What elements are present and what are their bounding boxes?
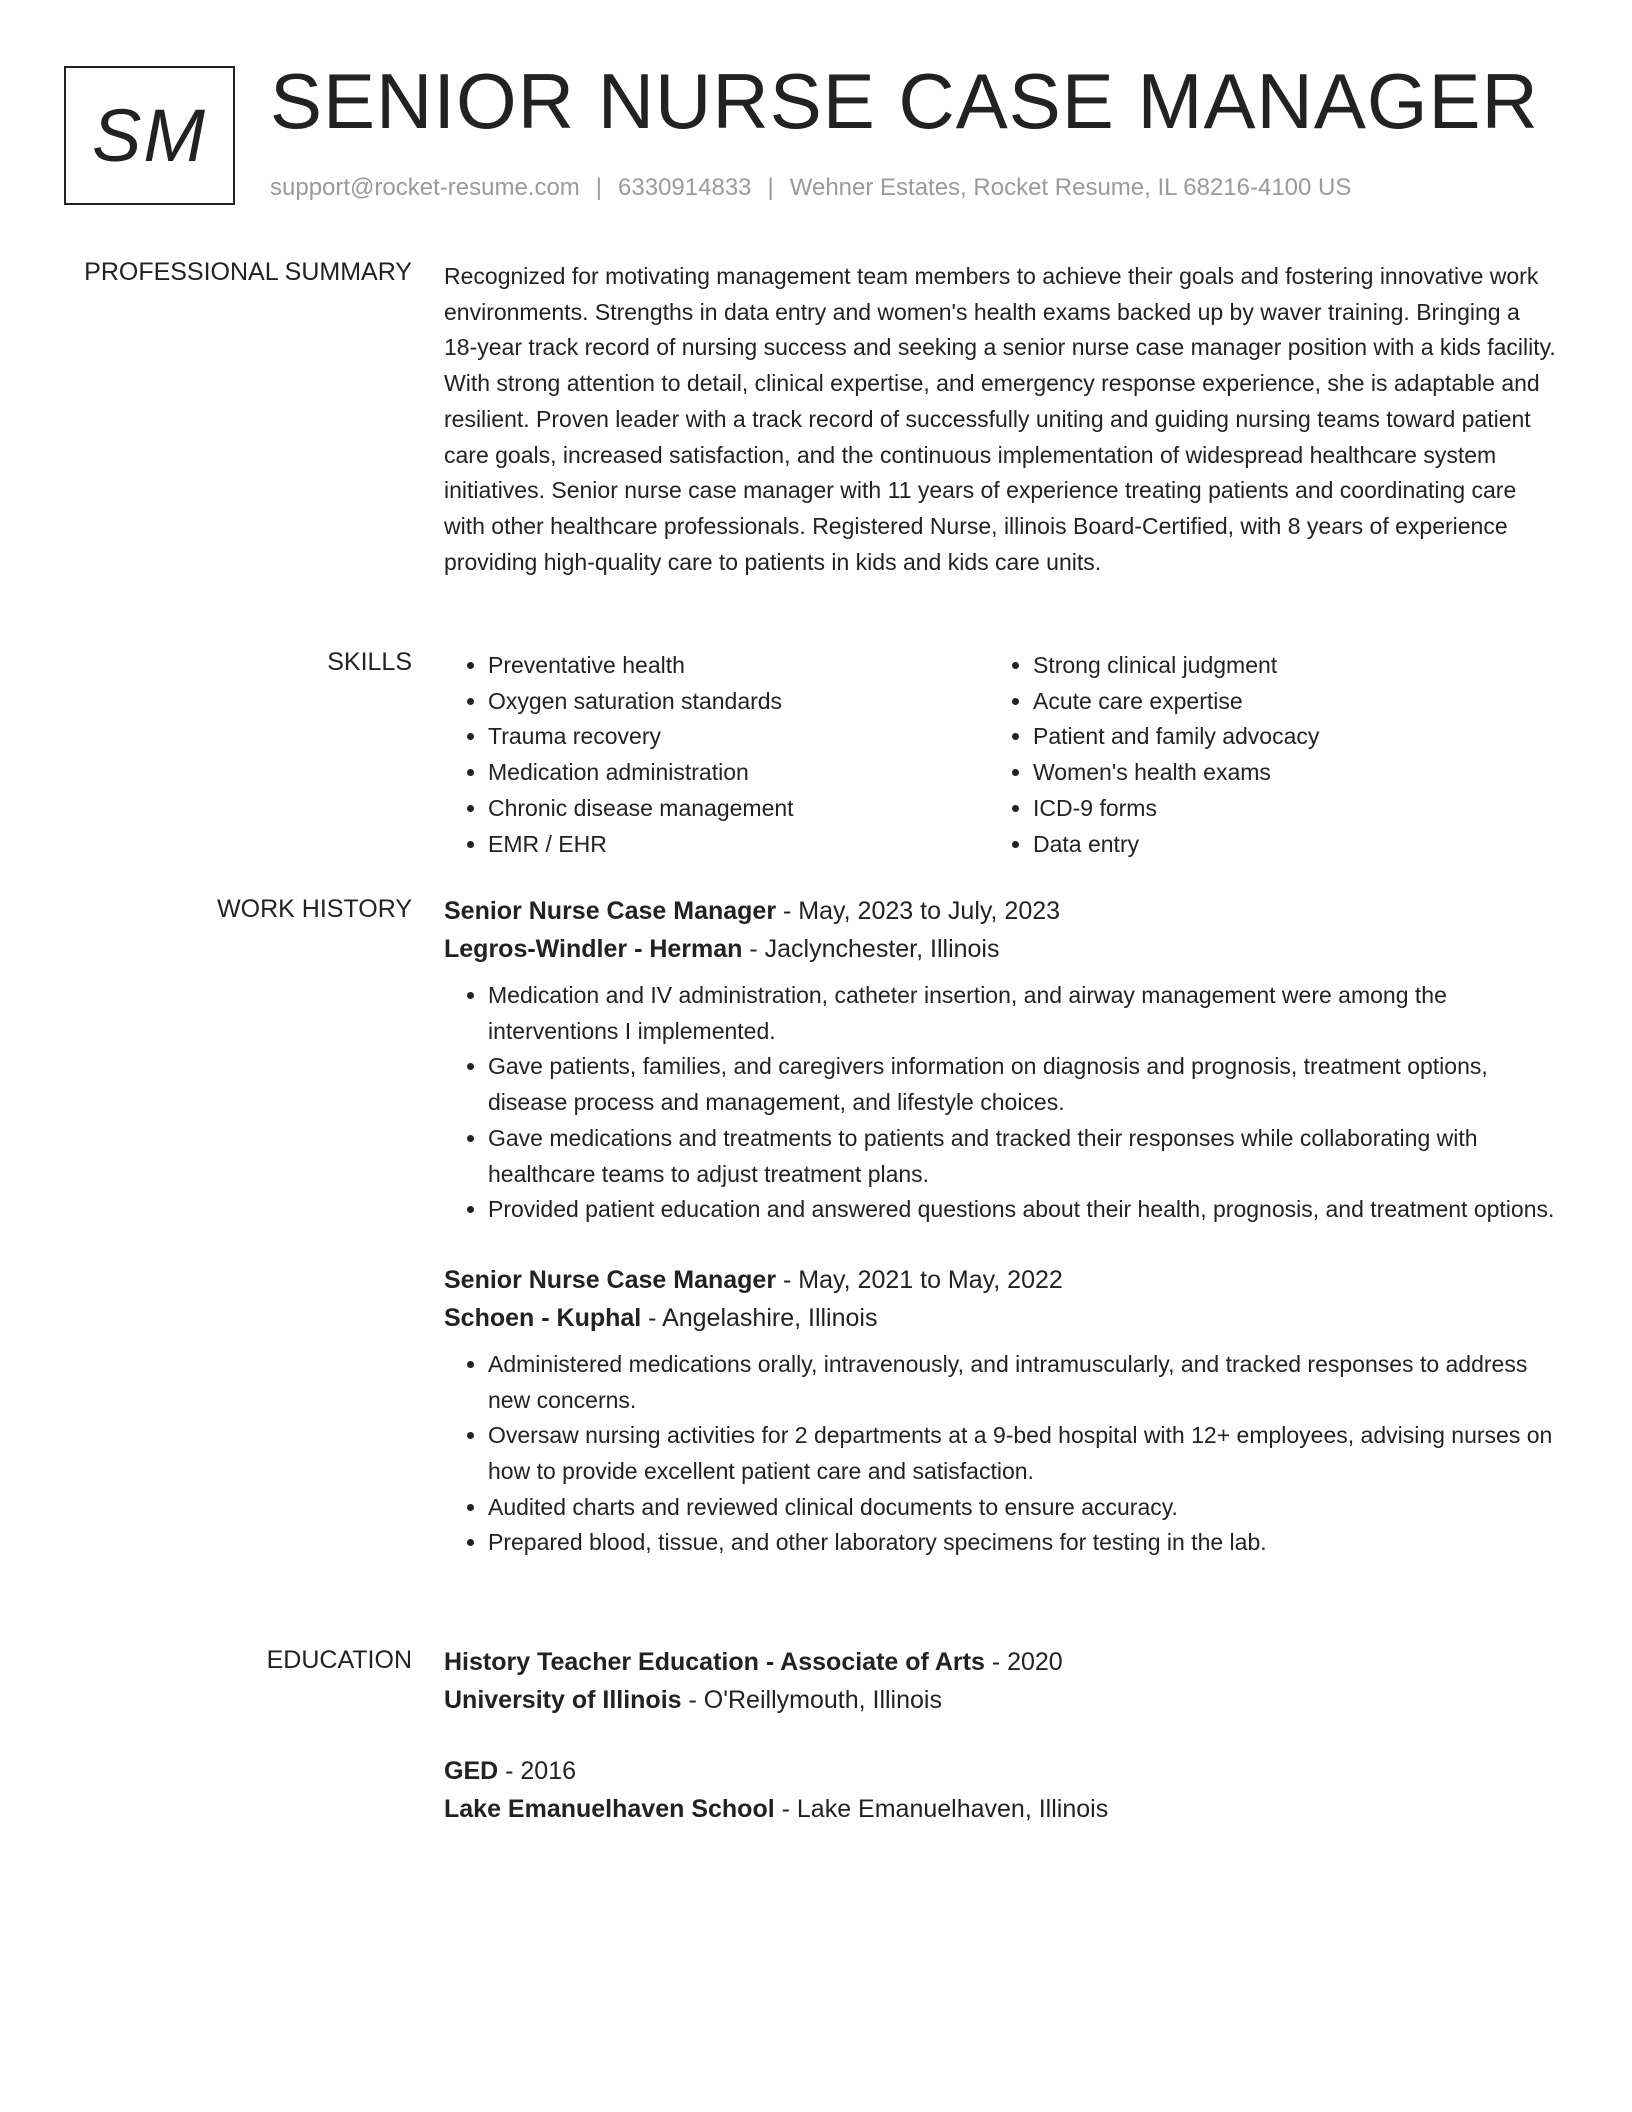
skills-column-left: [444, 648, 989, 862]
summary-heading: PROFESSIONAL SUMMARY: [84, 258, 412, 286]
job-entry: [444, 1261, 1558, 1561]
job-location: - Jaclynchester, Illinois: [742, 935, 1000, 963]
job-title: Senior Nurse Case Manager: [444, 897, 777, 925]
job-company: Schoen - Kuphal: [444, 1303, 642, 1332]
job-entry: [444, 892, 1558, 1228]
skill-item: • Preventative health: [488, 648, 989, 684]
resume-title: SENIOR NURSE CASE MANAGER: [270, 57, 1539, 145]
job-bullet: • Provided patient education and answered questions about their health, prognosis, and treatment options.: [488, 1192, 1558, 1228]
job-dates: - May, 2023 to July, 2023: [776, 897, 1061, 925]
job-bullet: • Prepared blood, tissue, and other laboratory specimens for testing in the lab.: [488, 1525, 1558, 1561]
skill-item: • Trauma recovery: [488, 719, 989, 755]
job-bullets: [444, 978, 1558, 1228]
education-degree-line: [444, 1752, 1558, 1790]
education-degree: GED: [444, 1757, 499, 1785]
monogram-initials: SM: [92, 94, 207, 177]
job-company-line: [444, 930, 1558, 968]
education-entry: [444, 1643, 1558, 1719]
job-bullet: • Gave patients, families, and caregivers information on diagnosis and prognosis, treatment options, disease process and management, and lifestyle choices.: [488, 1049, 1558, 1120]
education-content: [444, 1643, 1558, 1828]
job-bullet: • Audited charts and reviewed clinical documents to ensure accuracy.: [488, 1490, 1558, 1526]
skill-item: • ICD-9 forms: [1033, 791, 1534, 827]
contact-separator: |: [767, 174, 774, 201]
job-bullet: • Gave medications and treatments to patients and tracked their responses while collaborating with healthcare teams to adjust treatment plans.: [488, 1121, 1558, 1192]
education-location: - O'Reillymouth, Illinois: [681, 1686, 942, 1714]
job-dates: - May, 2021 to May, 2022: [776, 1265, 1063, 1294]
work-history-heading: WORK HISTORY: [217, 895, 412, 923]
education-year: - 2020: [984, 1648, 1063, 1676]
education-school: Lake Emanuelhaven School: [444, 1795, 775, 1823]
skills-content: [444, 648, 1558, 868]
skill-item: • Chronic disease management: [488, 791, 989, 827]
contact-phone[interactable]: 6330914833: [618, 174, 752, 201]
skill-item: • Data entry: [1033, 827, 1534, 863]
work-history-content: [444, 892, 1558, 1561]
skill-item: • Strong clinical judgment: [1033, 648, 1534, 684]
job-company: Legros-Windler - Herman: [444, 935, 743, 963]
job-bullets: [444, 1347, 1558, 1561]
education-school-line: [444, 1790, 1558, 1828]
skills-heading: SKILLS: [327, 648, 412, 676]
education-heading: EDUCATION: [266, 1646, 412, 1674]
education-degree-line: [444, 1643, 1558, 1681]
summary-text: Recognized for motivating management team members to achieve their goals and fostering innovative work environments. Strengths in data entry and women's health exams backed up by waver training. Bringing a 18-year track record of nursing success and seeking a senior nurse case manager position with a kids facility. With strong attention to detail, clinical expertise, and emergency response experience, she is adaptable and resilient. Proven leader with a track record of successfully uniting and guiding nursing teams toward patient care goals, increased satisfaction, and the continuous implementation of widespread healthcare system initiatives. Senior nurse case manager with 11 years of experience treating patients and coordinating care with other healthcare professionals. Registered Nurse, illinois Board-Certified, with 8 years of experience providing high-quality care to patients in kids and kids care units.: [444, 263, 1556, 575]
job-company-line: [444, 1299, 1558, 1337]
education-entry: [444, 1752, 1558, 1828]
job-bullet: • Medication and IV administration, catheter insertion, and airway management were among the interventions I implemented.: [488, 978, 1558, 1049]
job-title: Senior Nurse Case Manager: [444, 1265, 777, 1294]
job-location: - Angelashire, Illinois: [641, 1303, 878, 1332]
skill-item: • Women's health exams: [1033, 755, 1534, 791]
contact-separator: |: [595, 174, 603, 201]
summary-content: [444, 259, 1558, 580]
contact-address: Wehner Estates, Rocket Resume, IL 68216-4100 US: [789, 174, 1352, 201]
skill-item: • EMR / EHR: [488, 827, 989, 863]
education-year: - 2016: [498, 1757, 577, 1785]
skills-list-right: [989, 648, 1534, 862]
education-school-line: [444, 1681, 1558, 1719]
skill-item: • Medication administration: [488, 755, 989, 791]
job-bullet: • Administered medications orally, intravenously, and intramuscularly, and tracked responses to address new concerns.: [488, 1347, 1558, 1418]
skill-item: • Patient and family advocacy: [1033, 719, 1534, 755]
skill-item: • Oxygen saturation standards: [488, 684, 989, 720]
monogram-box: [64, 66, 235, 205]
contact-email[interactable]: support@rocket-resume.com: [270, 174, 580, 201]
skill-item: • Acute care expertise: [1033, 684, 1534, 720]
skills-list-left: [444, 648, 989, 862]
job-bullet: • Oversaw nursing activities for 2 departments at a 9-bed hospital with 12+ employees, advising nurses on how to provide excellent patient care and satisfaction.: [488, 1418, 1558, 1489]
education-school: University of Illinois: [444, 1686, 682, 1714]
education-degree: History Teacher Education - Associate of Arts: [444, 1648, 985, 1676]
job-title-line: [444, 892, 1558, 930]
education-location: - Lake Emanuelhaven, Illinois: [774, 1795, 1109, 1823]
job-title-line: [444, 1261, 1558, 1299]
skills-column-right: [989, 648, 1534, 862]
contact-line: [270, 174, 1351, 202]
